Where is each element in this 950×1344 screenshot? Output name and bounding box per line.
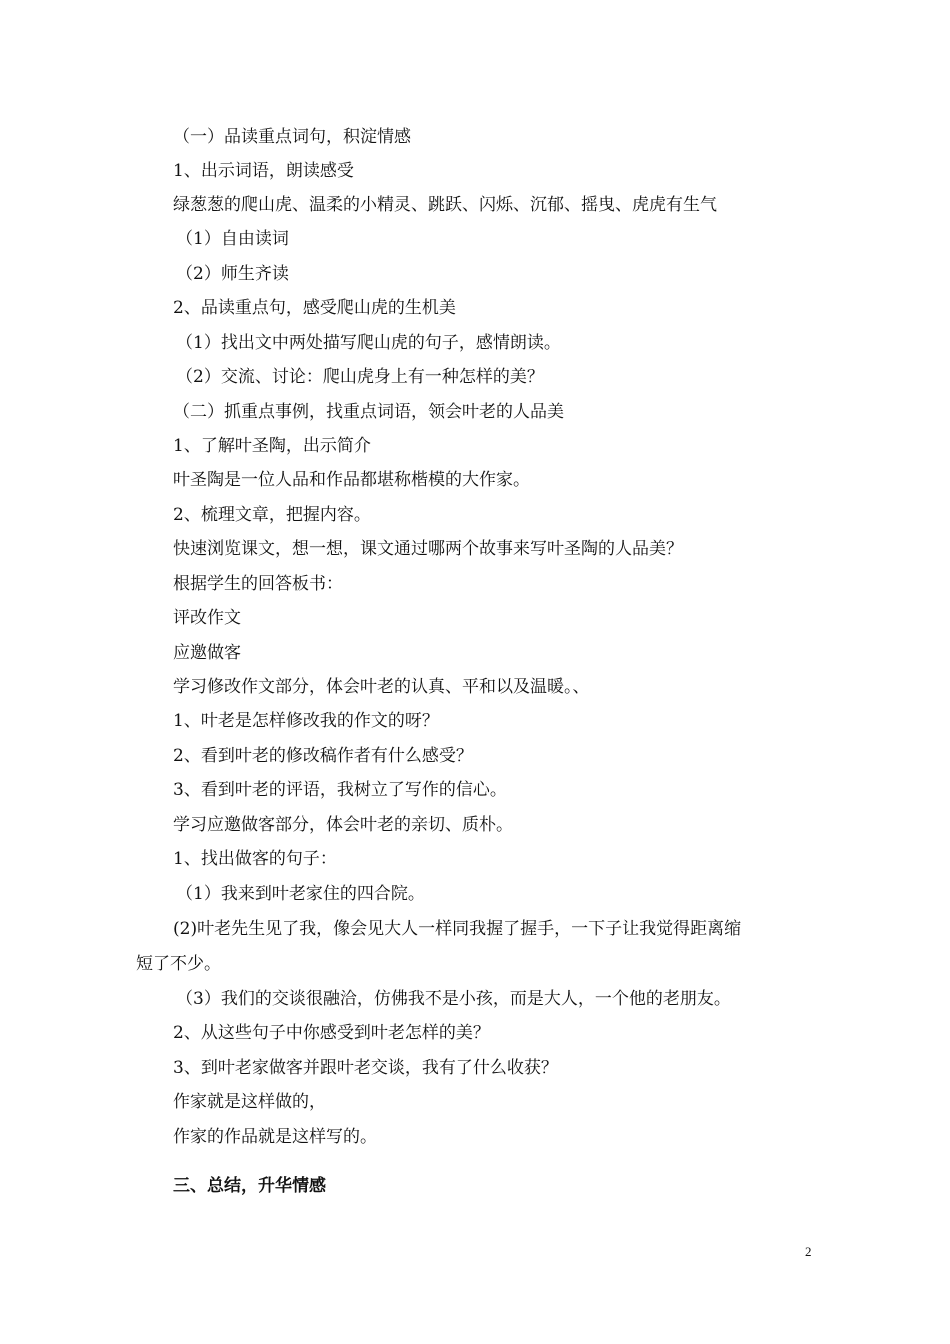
text-line: 3、到叶老家做客并跟叶老交谈，我有了什么收获？ (173, 1058, 558, 1078)
text-line: （2）交流、讨论：爬山虎身上有一种怎样的美？ (176, 367, 544, 387)
text-line: 根据学生的回答板书： (173, 574, 343, 594)
text-line: 1、找出做客的句子： (173, 849, 337, 869)
board-item: 评改作文 (173, 608, 241, 628)
text-line: （1）找出文中两处描写爬山虎的句子，感情朗读。 (176, 333, 561, 353)
text-line: （3）我们的交谈很融洽，仿佛我不是小孩，而是大人，一个他的老朋友。 (176, 989, 731, 1009)
board-item: 应邀做客 (173, 643, 241, 663)
text-line: 2、看到叶老的修改稿作者有什么感受？ (173, 746, 473, 766)
text-line: 1、叶老是怎样修改我的作文的呀？ (173, 711, 439, 731)
text-line: 1、了解叶圣陶，出示简介 (173, 436, 371, 456)
text-line: 2、梳理文章，把握内容。 (173, 505, 371, 525)
text-line: 快速浏览课文，想一想，课文通过哪两个故事来写叶圣陶的人品美？ (173, 539, 683, 559)
text-line: （2）师生齐读 (176, 264, 289, 284)
page-number: 2 (805, 1244, 812, 1259)
section-heading-1: （一）品读重点词句，积淀情感 (173, 127, 411, 147)
text-line-continued: 短了不少。 (136, 954, 221, 974)
text-line: 学习应邀做客部分，体会叶老的亲切、质朴。 (173, 815, 513, 835)
section-heading-2: （二）抓重点事例，找重点词语，领会叶老的人品美 (173, 402, 564, 422)
text-line: （1）自由读词 (176, 229, 289, 249)
text-line: 1、出示词语，朗读感受 (173, 161, 354, 181)
text-line: 2、从这些句子中你感受到叶老怎样的美？ (173, 1023, 490, 1043)
text-line: 作家的作品就是这样写的。 (173, 1127, 377, 1147)
text-line: 3、看到叶老的评语，我树立了写作的信心。 (173, 780, 507, 800)
text-line: 学习修改作文部分，体会叶老的认真、平和以及温暖。、 (173, 677, 590, 697)
text-line: (2)叶老先生见了我，像会见大人一样同我握了握手，一下子让我觉得距离缩 (173, 919, 742, 939)
text-line: （1）我来到叶老家住的四合院。 (176, 884, 425, 904)
text-line: 作家就是这样做的， (173, 1092, 326, 1112)
text-line: 叶圣陶是一位人品和作品都堪称楷模的大作家。 (173, 470, 530, 490)
text-line: 绿葱葱的爬山虎、温柔的小精灵、跳跃、闪烁、沉郁、摇曳、虎虎有生气 (173, 195, 717, 215)
section-heading-3: 三、总结，升华情感 (173, 1176, 326, 1196)
text-line: 2、品读重点句，感受爬山虎的生机美 (173, 298, 456, 318)
